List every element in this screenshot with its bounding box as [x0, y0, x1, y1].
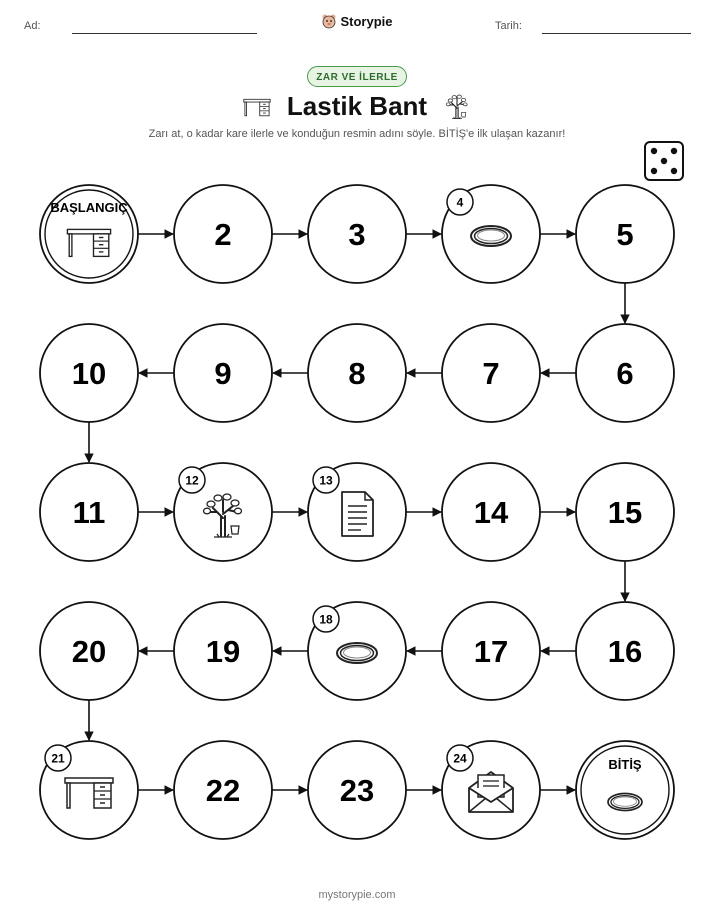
- space-number: 4: [456, 195, 464, 210]
- space-number: 7: [482, 356, 500, 391]
- space-number: 2: [214, 217, 232, 252]
- space-number: 21: [51, 751, 65, 766]
- board-space: [308, 602, 406, 700]
- space-number: 15: [607, 495, 643, 530]
- dice-icon: [645, 142, 683, 180]
- finish-space: [576, 741, 674, 839]
- board-space: [174, 324, 272, 422]
- page-title: Lastik Bant: [286, 91, 428, 121]
- board-space: [40, 324, 138, 422]
- space-number: 13: [319, 473, 333, 488]
- board-space: [308, 463, 406, 561]
- space-number: 12: [185, 473, 199, 488]
- space-number: 23: [339, 773, 375, 808]
- space-number: 24: [453, 751, 467, 766]
- space-number: 8: [348, 356, 366, 391]
- board-space: [40, 602, 138, 700]
- document-icon: [342, 492, 373, 536]
- board-space: [576, 602, 674, 700]
- space-number: 19: [205, 634, 241, 669]
- space-number: 18: [319, 612, 333, 627]
- space-number: 5: [616, 217, 634, 252]
- space-number: 22: [205, 773, 241, 808]
- game-type-badge: ZAR VE İLERLE: [307, 66, 407, 87]
- instructions: Zarı at, o kadar kare ilerle ve konduğun resmin adını söyle. BİTİŞ'e ilk ulaşan kazanır!: [148, 128, 566, 140]
- board-space: [576, 185, 674, 283]
- space-number: 14: [473, 495, 509, 530]
- board-space: [308, 324, 406, 422]
- board-space: [576, 463, 674, 561]
- board-space: [442, 324, 540, 422]
- board-space: [576, 324, 674, 422]
- space-number: 17: [473, 634, 509, 669]
- board-space: [308, 741, 406, 839]
- board-space: [442, 741, 540, 839]
- finish-label: BİTİŞ: [608, 757, 642, 772]
- brand-name: Storypie: [340, 13, 393, 29]
- start-space: [40, 185, 138, 283]
- board-space: [174, 602, 272, 700]
- name-label: Ad:: [24, 20, 41, 32]
- start-label: BAŞLANGIÇ: [50, 200, 128, 215]
- desk-icon: [244, 99, 270, 116]
- board-space: [174, 463, 272, 561]
- tree-icon: [446, 95, 467, 119]
- footer-url: mystorypie.com: [318, 889, 396, 901]
- board-space: [308, 185, 406, 283]
- board-space: [442, 463, 540, 561]
- board-space: [40, 463, 138, 561]
- date-label: Tarih:: [495, 20, 522, 32]
- space-number: 3: [348, 217, 366, 252]
- board-space: [40, 741, 138, 839]
- board-space: [442, 602, 540, 700]
- board-space: [174, 185, 272, 283]
- space-number: 20: [71, 634, 107, 669]
- space-number: 9: [214, 356, 232, 391]
- space-number: 16: [607, 634, 643, 669]
- space-number: 11: [72, 495, 106, 530]
- space-number: 6: [616, 356, 634, 391]
- space-number: 10: [71, 356, 107, 391]
- board-space: [442, 185, 540, 283]
- board-space: [174, 741, 272, 839]
